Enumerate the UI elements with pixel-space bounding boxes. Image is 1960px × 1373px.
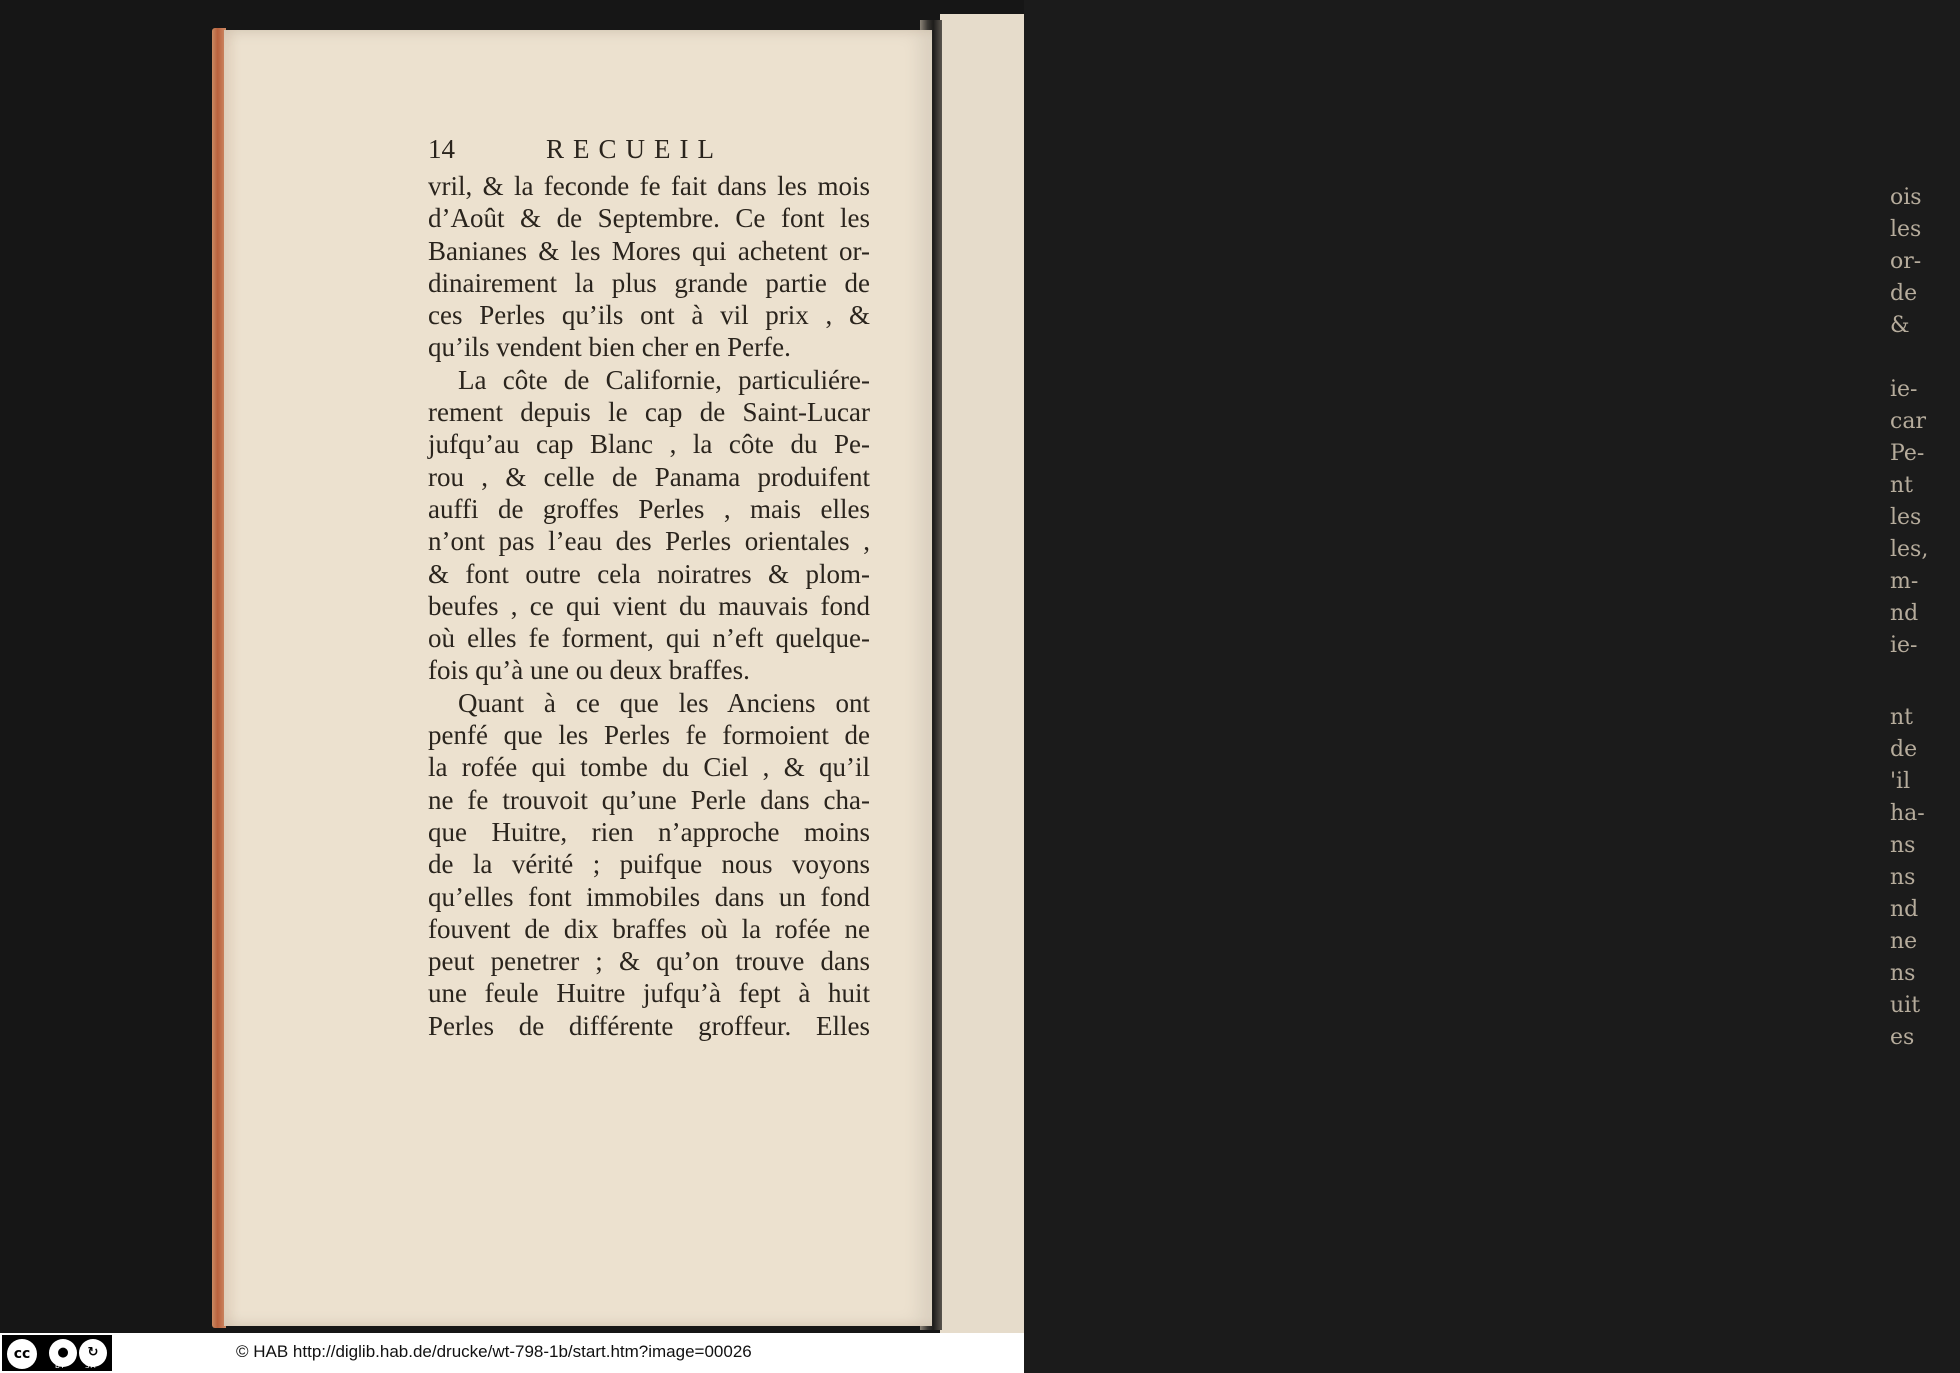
- facing-page: [940, 14, 1929, 1333]
- text-line: fois qu’à une ou deux braffes.: [428, 655, 750, 686]
- facing-page-bleed-text: ie- car Pe- nt les les, m- nd ie-: [1890, 377, 1929, 658]
- facing-page-bleed-text: ois les or- de &: [1890, 185, 1922, 338]
- text-line: La côte de Californie, particuliére-: [458, 364, 870, 395]
- text-line: penfé que les Perles fe formoient de: [428, 720, 870, 751]
- text-line: Perles de différente groffeur. Elles: [428, 1010, 870, 1041]
- text-line: Banianes & les Mores qui achetent or-: [428, 235, 870, 266]
- body-text: [428, 170, 870, 1042]
- text-line: qu’ils vendent bien cher en Perfe.: [428, 332, 791, 363]
- share-alike-icon: ↻: [79, 1339, 107, 1367]
- text-line: ne fe trouvoit qu’une Perle dans cha-: [428, 784, 870, 815]
- person-icon: ●: [49, 1339, 77, 1367]
- running-head: RECUEIL: [546, 134, 723, 164]
- text-line: peut penetrer ; & qu’on trouve dans: [428, 946, 870, 977]
- facing-page-bleed-text: nt de 'il ha- ns ns nd ne ns uit es: [1890, 705, 1925, 1050]
- text-line: rement depuis le cap de Saint-Lucar: [428, 397, 870, 428]
- license-by-label: BY: [55, 1362, 66, 1370]
- footer-bar: [0, 1333, 1024, 1373]
- text-line: vril, & la feconde fe fait dans les mois: [428, 171, 870, 201]
- text-line: de la vérité ; puifque nous voyons: [428, 849, 870, 880]
- text-line: la rofée qui tombe du Ciel , & qu’il: [428, 752, 870, 783]
- page-number: 14: [428, 134, 455, 164]
- text-line: une feule Huitre jufqu’à fept à huit: [428, 978, 870, 1009]
- text-line: ces Perles qu’ils ont à vil prix , &: [428, 300, 870, 331]
- text-line: qu’elles font immobiles dans un fond: [428, 881, 870, 912]
- text-line: n’ont pas l’eau des Perles orientales ,: [428, 526, 870, 557]
- cc-icon: cc: [7, 1339, 37, 1369]
- license-badge[interactable]: [2, 1335, 112, 1371]
- text-line: fouvent de dix braffes où la rofée ne: [428, 913, 870, 944]
- text-line: dinairement la plus grande partie de: [428, 267, 870, 298]
- license-sa-label: SA: [85, 1362, 97, 1370]
- text-line: rou , & celle de Panama produifent: [428, 461, 870, 492]
- text-line: jufqu’au cap Blanc , la côte du Pe-: [428, 429, 870, 460]
- text-line: Quant à ce que les Anciens ont: [458, 687, 870, 718]
- text-line: auffi de groffes Perles , mais elles: [428, 493, 870, 524]
- page-header: [428, 134, 868, 174]
- source-credit[interactable]: © HAB http://diglib.hab.de/drucke/wt-798-1b/start.htm?image=00026: [236, 1342, 752, 1361]
- text-line: où elles fe forment, qui n’eft quelque-: [428, 623, 870, 654]
- text-line: que Huitre, rien n’approche moins: [428, 816, 870, 847]
- text-line: d’Août & de Septembre. Ce font les: [428, 203, 870, 234]
- text-line: & font outre cela noiratres & plom-: [428, 558, 870, 589]
- text-line: beufes , ce qui vient du mauvais fond: [428, 590, 870, 621]
